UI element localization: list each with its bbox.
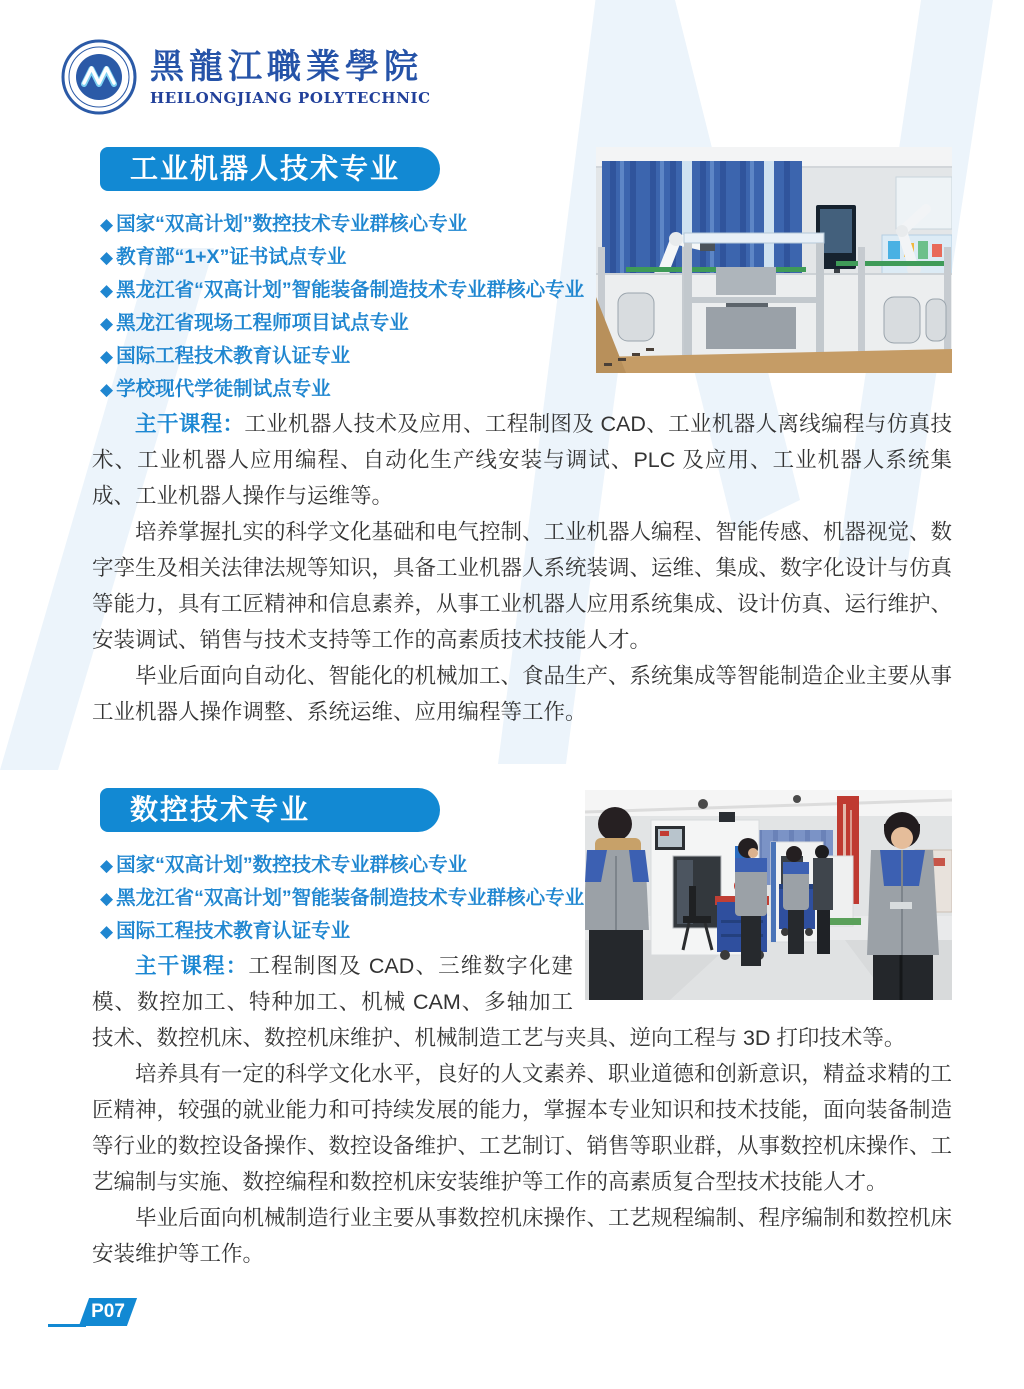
- diamond-icon: ◆: [100, 281, 114, 300]
- feature-bullet: ◆ 教育部“1+X”证书试点专业: [100, 246, 347, 268]
- page-number: P07: [91, 1301, 125, 1322]
- feature-bullet: ◆ 国家“双高计划”数控技术专业群核心专业: [100, 213, 468, 235]
- page-number-badge: [79, 1298, 137, 1326]
- section-title: 工业机器人技术专业: [130, 153, 401, 184]
- page-content: [92, 147, 952, 1272]
- diamond-icon: ◆: [100, 248, 114, 267]
- section-title-banner: [100, 147, 440, 191]
- school-logo: [60, 38, 431, 116]
- diamond-icon: ◆: [100, 856, 114, 875]
- school-emblem-icon: [60, 38, 138, 116]
- feature-bullet: ◆ 国际工程技术教育认证专业: [100, 920, 351, 942]
- section-industrial-robot-major: [92, 147, 952, 730]
- diamond-icon: ◆: [100, 215, 114, 234]
- robot-lab-photo: [596, 147, 952, 373]
- employment-paragraph: 毕业后面向自动化、智能化的机械加工、食品生产、系统集成等智能制造企业主要从事工业机器人操作调整、系统运维、应用编程等工作。: [92, 664, 953, 724]
- school-name-block: [150, 47, 431, 107]
- diamond-icon: ◆: [100, 889, 114, 908]
- training-paragraph: 培养掌握扎实的科学文化基础和电气控制、工业机器人编程、智能传感、机器视觉、数字孪生及相关法律法规等知识，具备工业机器人系统装调、运维、集成、数字化设计与仿真等能力，具有工匠精神和信息素养，从事工业机器人应用系统集成、设计仿真、运行维护、安装调试、销售与技术支持等工作的高素质技术技能人才。: [92, 520, 953, 652]
- courses-paragraph: [92, 406, 952, 514]
- feature-bullet: ◆ 黑龙江省“双高计划”智能装备制造技术专业群核心专业: [100, 887, 585, 909]
- section-title: 数控技术专业: [130, 794, 311, 825]
- courses-label: 主干课程：: [135, 954, 249, 978]
- school-name-english: HEILONGJIANG POLYTECHNIC: [150, 89, 431, 107]
- feature-bullet: ◆ 国际工程技术教育认证专业: [100, 345, 351, 367]
- feature-bullet: ◆ 学校现代学徒制试点专业: [100, 378, 331, 400]
- diamond-icon: ◆: [100, 380, 114, 399]
- diamond-icon: ◆: [100, 347, 114, 366]
- employment-paragraph: 毕业后面向机械制造行业主要从事数控机床操作、工艺规程编制、程序编制和数控机床安装维护等工作。: [92, 1206, 953, 1266]
- feature-bullet: ◆ 黑龙江省现场工程师项目试点专业: [100, 312, 409, 334]
- cnc-lab-photo: [585, 790, 952, 1000]
- section-title-banner: [100, 788, 440, 832]
- feature-bullet: ◆ 国家“双高计划”数控技术专业群核心专业: [100, 854, 468, 876]
- courses-label: 主干课程：: [135, 412, 245, 436]
- section-paragraphs: [92, 406, 952, 730]
- school-name-chinese: 黑龍江職業學院: [150, 47, 423, 87]
- feature-bullet: ◆ 黑龙江省“双高计划”智能装备制造技术专业群核心专业: [100, 279, 585, 301]
- courses-text: 工程制图及 CAD、三维数字化建模、数控加工、特种加工、机械 CAM、多轴加工技术、数控机床、数控机床维护、机械制造工艺与夹具、逆向工程与 3D 打印技术等。: [92, 954, 906, 1050]
- diamond-icon: ◆: [100, 922, 114, 941]
- diamond-icon: ◆: [100, 314, 114, 333]
- section-cnc-major: [92, 788, 952, 1272]
- training-paragraph: 培养具有一定的科学文化水平，良好的人文素养、职业道德和创新意识，精益求精的工匠精神，较强的就业能力和可持续发展的能力，掌握本专业知识和技术技能，面向装备制造等行业的数控设备操作、数控设备维护、工艺制订、销售等职业群，从事数控机床操作、工艺编制与实施、数控编程和数控机床安装维护等工作的高素质复合型技术技能人才。: [92, 1062, 953, 1194]
- courses-text: 工业机器人技术及应用、工程制图及 CAD、工业机器人离线编程与仿真技术、工业机器人应用编程、自动化生产线安装与调试、PLC 及应用、工业机器人系统集成、工业机器人操作与运维等。: [92, 412, 952, 508]
